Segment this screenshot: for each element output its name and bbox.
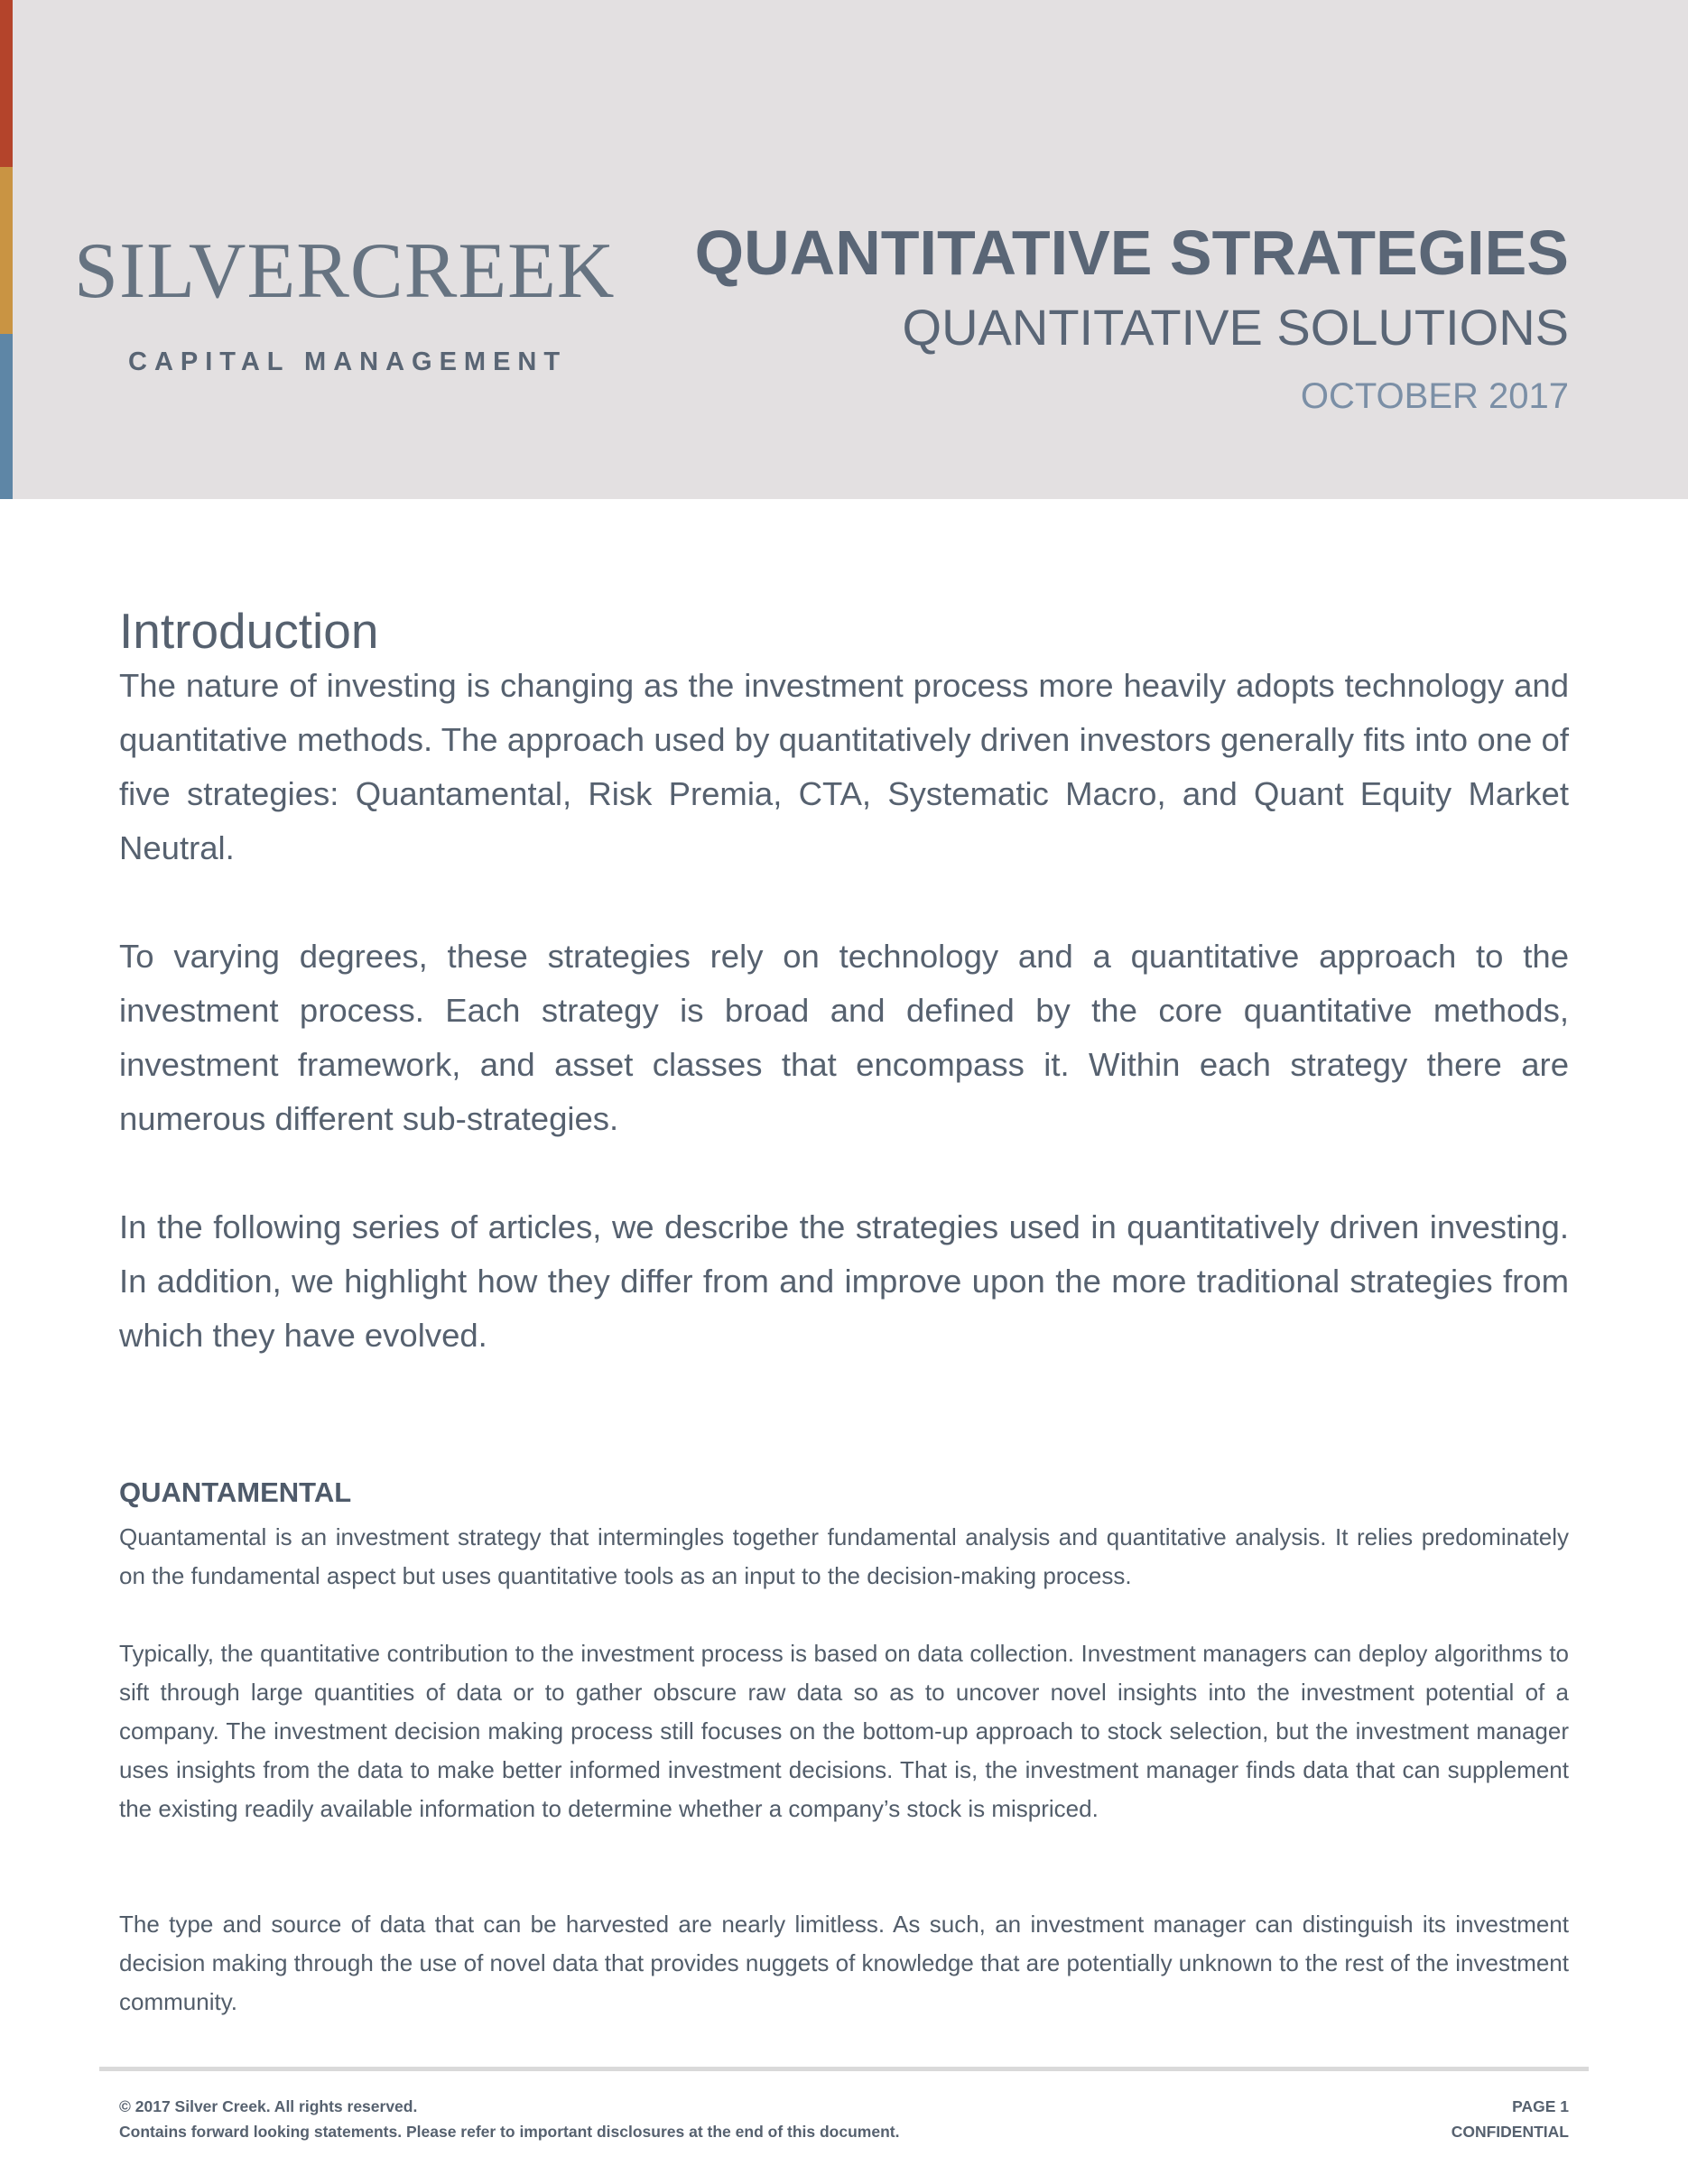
intro-paragraph: To varying degrees, these strategies rely on technology and a quantitative approach to the investment process. Each strategy is broad and defined by the core quantitative methods, investment framework, and asset classes that encompass it. Within each strategy there are numerous different sub-strategies. xyxy=(119,938,1569,1137)
document-date: OCTOBER 2017 xyxy=(1300,376,1569,416)
footer-right xyxy=(1451,2094,1569,2144)
quantamental-heading: QUANTAMENTAL xyxy=(119,1476,352,1508)
accent-bar-red xyxy=(0,0,13,167)
introduction-heading: Introduction xyxy=(119,603,379,659)
document-subtitle: QUANTITATIVE SOLUTIONS xyxy=(902,299,1569,356)
footer-copyright: © 2017 Silver Creek. All rights reserved. xyxy=(119,2097,418,2115)
title-block xyxy=(694,217,1569,416)
intro-paragraph: The nature of investing is changing as the investment process more heavily adopts technology and quantitative methods. The approach used by quantitatively driven investors generally fits into one of five strategies: Quantamental, Risk Premia, CTA, Systematic Macro, and Quant Equity Market Neutral. xyxy=(119,667,1569,866)
accent-bar-gold xyxy=(0,167,13,334)
page-number: PAGE 1 xyxy=(1512,2097,1569,2115)
footer-divider xyxy=(99,2067,1589,2071)
accent-bar-blue xyxy=(0,334,13,499)
logo-name: SILVERCREEK xyxy=(74,227,616,315)
quantamental-paragraph: The type and source of data that can be harvested are nearly limitless. As such, an investment manager can distinguish its investment decision making through the use of novel data that provides nuggets of knowledge that are potentially unknown to the rest of the investment community. xyxy=(119,1911,1569,2015)
quantamental-paragraph: Quantamental is an investment strategy that intermingles together fundamental analysis and quantitative analysis. It relies predominately on the fundamental aspect but uses quantitative tools as an input to the decision-making process. xyxy=(119,1523,1569,1589)
footer-disclaimer: Contains forward looking statements. Please refer to important disclosures at the end of this document. xyxy=(119,2123,900,2141)
confidential-label: CONFIDENTIAL xyxy=(1451,2123,1569,2141)
footer-left xyxy=(119,2094,899,2144)
quantamental-paragraph: Typically, the quantitative contribution to the investment process is based on data collection. Investment managers can deploy algorithms to sift through large quantities of data or to gather obscure raw data so as to uncover novel insights into the investment potential of a company. The investment decision making process still focuses on the bottom-up approach to stock selection, but the investment manager uses insights from the data to make better informed investment decisions. That is, the investment manager finds data that can supplement the existing readily available information to determine whether a company’s stock is mispriced. xyxy=(119,1640,1569,1822)
company-logo xyxy=(74,226,616,397)
logo-subtitle: CAPITAL MANAGEMENT xyxy=(128,347,568,376)
document-title: QUANTITATIVE STRATEGIES xyxy=(694,217,1569,288)
intro-paragraph: In the following series of articles, we describe the strategies used in quantitatively driven investing. In addition, we highlight how they differ from and improve upon the more traditional strategies from which they have evolved. xyxy=(119,1208,1569,1354)
